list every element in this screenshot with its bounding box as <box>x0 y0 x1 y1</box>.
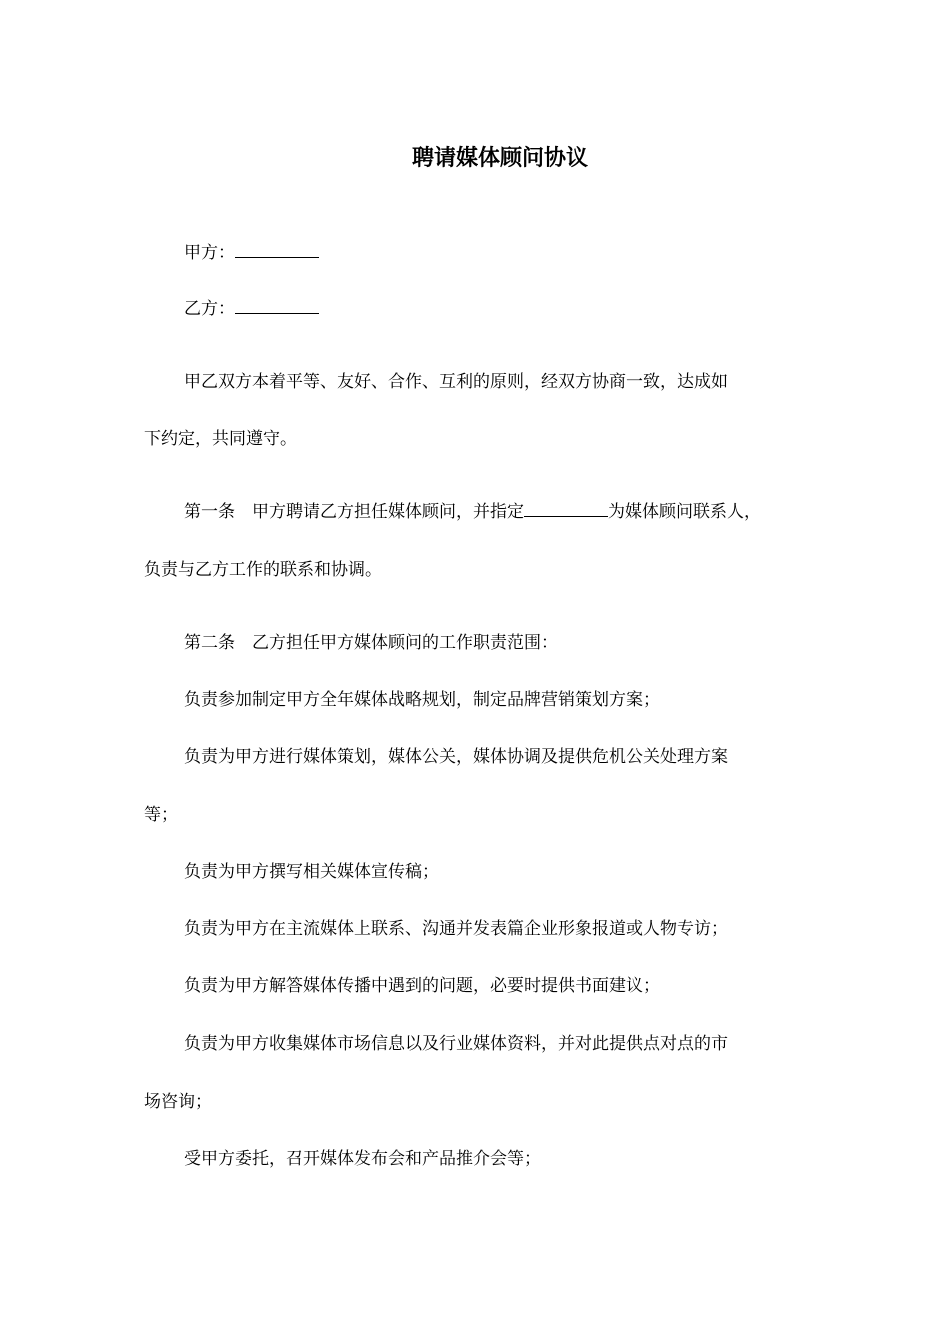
duty-4: 负责为甲方在主流媒体上联系、沟通并发表篇企业形象报道或人物专访； <box>184 919 728 939</box>
party-b-label: 乙方： <box>184 299 235 319</box>
article-2-heading: 第二条 乙方担任甲方媒体顾问的工作职责范围： <box>184 633 558 653</box>
duty-5: 负责为甲方解答媒体传播中遇到的问题，必要时提供书面建议； <box>184 976 660 996</box>
duty-2-line-1: 负责为甲方进行媒体策划，媒体公关，媒体协调及提供危机公关处理方案 <box>184 747 728 767</box>
contact-person-blank <box>524 501 608 517</box>
article-1-pre: 第一条 甲方聘请乙方担任媒体顾问，并指定 <box>184 502 524 522</box>
duty-7: 受甲方委托，召开媒体发布会和产品推介会等； <box>184 1149 541 1169</box>
article-1-post: 为媒体顾问联系人， <box>608 502 761 522</box>
intro-line-1: 甲乙双方本着平等、友好、合作、互利的原则，经双方协商一致，达成如 <box>184 372 728 392</box>
duty-1: 负责参加制定甲方全年媒体战略规划，制定品牌营销策划方案； <box>184 690 660 710</box>
duty-2-line-2: 等； <box>144 805 178 825</box>
party-a-line <box>144 241 884 265</box>
document-title: 聘请媒体顾问协议 <box>411 145 588 171</box>
article-1-line-1 <box>144 500 884 524</box>
duty-6-line-1: 负责为甲方收集媒体市场信息以及行业媒体资料，并对此提供点对点的市 <box>184 1034 728 1054</box>
party-a-label: 甲方： <box>184 243 235 263</box>
article-1-line-2: 负责与乙方工作的联系和协调。 <box>144 560 382 580</box>
party-b-line <box>144 297 884 321</box>
intro-line-2: 下约定，共同遵守。 <box>144 429 297 449</box>
duty-3: 负责为甲方撰写相关媒体宣传稿； <box>184 862 439 882</box>
party-b-blank <box>235 298 319 314</box>
party-a-blank <box>235 242 319 258</box>
duty-6-line-2: 场咨询； <box>144 1092 212 1112</box>
